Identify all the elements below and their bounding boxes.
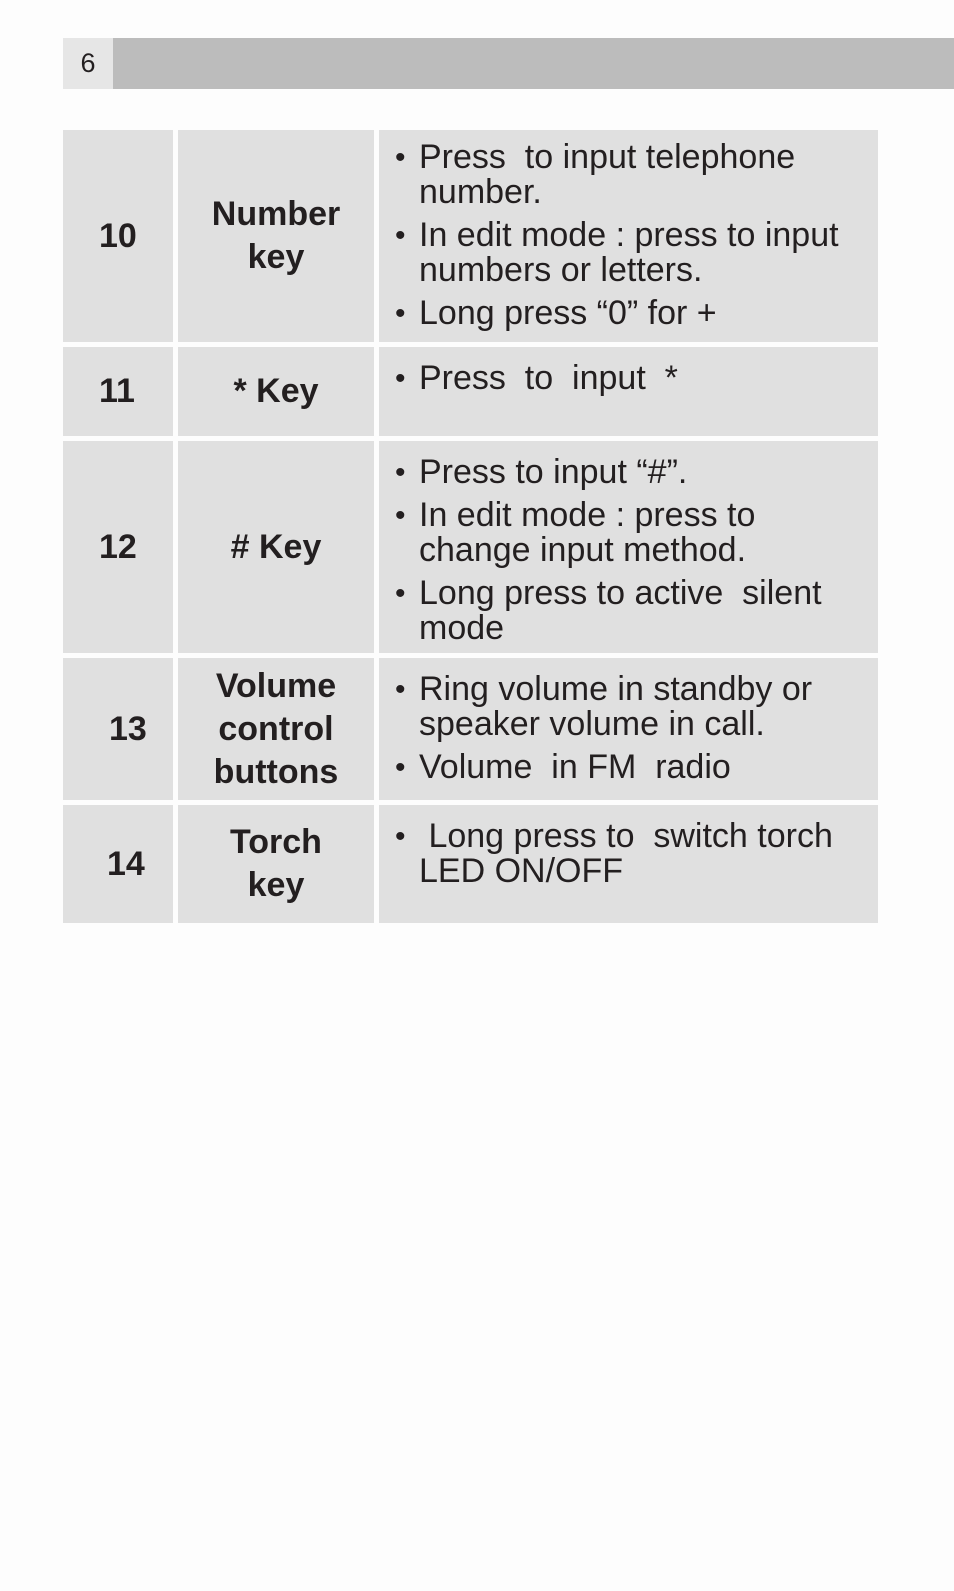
key-description: [379, 130, 878, 342]
row-number: 13: [63, 658, 173, 800]
key-description: [379, 805, 878, 923]
bullet-icon: •: [395, 456, 406, 489]
table-row: [63, 130, 878, 342]
bullet-icon: •: [395, 577, 406, 610]
key-name: Number key: [178, 130, 374, 342]
bullet-item: • Long press to active silent mode: [395, 574, 832, 647]
key-name: Torch key: [178, 805, 374, 923]
bullet-item: • Long press to switch torch LED ON/OFF: [395, 817, 843, 890]
table-row: [63, 347, 878, 436]
key-description: [379, 441, 878, 653]
page-number: 6: [63, 38, 113, 89]
row-number: 10: [63, 130, 173, 342]
key-description: [379, 347, 878, 436]
key-name: * Key: [178, 347, 374, 436]
table-row: [63, 805, 878, 923]
header-bar: [63, 38, 954, 89]
row-number: 12: [63, 441, 173, 653]
bullet-icon: •: [395, 141, 406, 174]
key-name: Volume control buttons: [178, 658, 374, 800]
bullet-item: • Ring volume in standby or speaker volume in call.: [395, 670, 822, 743]
bullet-item: • In edit mode : press to input numbers or letters.: [395, 216, 849, 289]
bullet-icon: •: [395, 820, 406, 853]
key-function-table: [63, 130, 878, 928]
bullet-item: • In edit mode : press to change input method.: [395, 496, 765, 569]
bullet-icon: •: [395, 362, 406, 395]
bullet-item: • Long press “0” for +: [395, 294, 717, 332]
key-name: # Key: [178, 441, 374, 653]
bullet-icon: •: [395, 297, 406, 330]
table-row: [63, 441, 878, 653]
row-number: 14: [63, 805, 173, 923]
bullet-icon: •: [395, 219, 406, 252]
bullet-item: • Volume in FM radio: [395, 748, 731, 786]
table-row: [63, 658, 878, 800]
key-description: [379, 658, 878, 800]
bullet-item: • Press to input telephone number.: [395, 138, 805, 211]
bullet-item: • Press to input *: [395, 359, 678, 397]
bullet-icon: •: [395, 751, 406, 784]
bullet-icon: •: [395, 673, 406, 706]
bullet-item: • Press to input “#”.: [395, 453, 688, 491]
row-number: 11: [63, 347, 173, 436]
bullet-icon: •: [395, 499, 406, 532]
